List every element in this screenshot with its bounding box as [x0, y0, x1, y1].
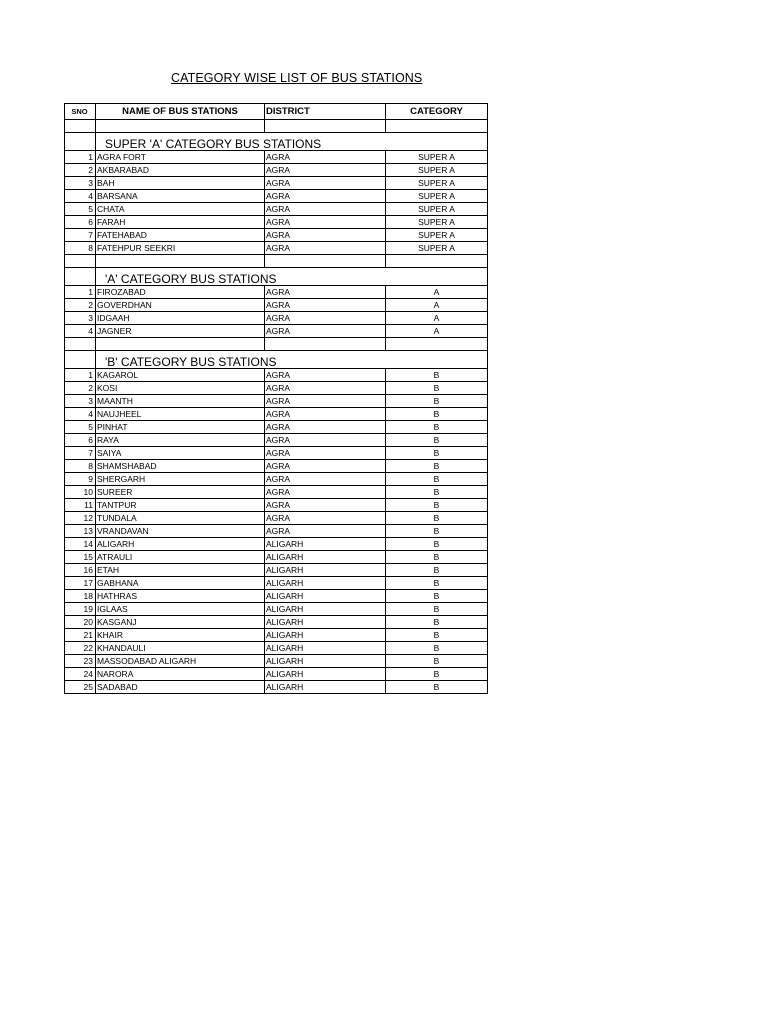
row-district: ALIGARH: [265, 655, 386, 668]
row-category: B: [386, 564, 488, 577]
row-sno: 2: [65, 382, 96, 395]
row-station-name: IGLAAS: [96, 603, 265, 616]
header-name: NAME OF BUS STATIONS: [96, 104, 265, 120]
row-station-name: FARAH: [96, 216, 265, 229]
table-body: [65, 104, 488, 694]
row-district: AGRA: [265, 512, 386, 525]
table-row: [65, 668, 488, 681]
table-row: [65, 655, 488, 668]
empty-cell: [96, 338, 265, 351]
row-district: AGRA: [265, 525, 386, 538]
row-district: AGRA: [265, 382, 386, 395]
table-row: [65, 603, 488, 616]
empty-cell: [65, 133, 96, 151]
row-district: AGRA: [265, 408, 386, 421]
row-category: B: [386, 382, 488, 395]
row-station-name: NARORA: [96, 668, 265, 681]
row-category: B: [386, 668, 488, 681]
row-district: ALIGARH: [265, 577, 386, 590]
row-category: B: [386, 525, 488, 538]
row-station-name: MASSODABAD ALIGARH: [96, 655, 265, 668]
row-category: A: [386, 299, 488, 312]
row-category: B: [386, 551, 488, 564]
row-station-name: SAIYA: [96, 447, 265, 460]
row-category: B: [386, 460, 488, 473]
empty-cell: [265, 338, 386, 351]
row-sno: 9: [65, 473, 96, 486]
empty-cell: [65, 268, 96, 286]
row-sno: 11: [65, 499, 96, 512]
table-row: [65, 486, 488, 499]
row-station-name: FIROZABAD: [96, 286, 265, 299]
row-station-name: CHATA: [96, 203, 265, 216]
row-station-name: FATEHABAD: [96, 229, 265, 242]
row-district: AGRA: [265, 190, 386, 203]
row-station-name: TUNDALA: [96, 512, 265, 525]
row-sno: 10: [65, 486, 96, 499]
row-district: ALIGARH: [265, 551, 386, 564]
blank-row: [65, 120, 488, 133]
row-station-name: ETAH: [96, 564, 265, 577]
row-sno: 2: [65, 299, 96, 312]
row-sno: 5: [65, 203, 96, 216]
row-sno: 12: [65, 512, 96, 525]
row-category: B: [386, 616, 488, 629]
header-sno: SNO: [65, 104, 96, 120]
row-district: ALIGARH: [265, 642, 386, 655]
table-row: [65, 590, 488, 603]
empty-cell: [265, 120, 386, 133]
row-sno: 17: [65, 577, 96, 590]
row-sno: 4: [65, 408, 96, 421]
empty-cell: [386, 338, 488, 351]
row-district: AGRA: [265, 460, 386, 473]
row-sno: 4: [65, 325, 96, 338]
row-district: AGRA: [265, 421, 386, 434]
row-station-name: BAH: [96, 177, 265, 190]
empty-cell: [386, 120, 488, 133]
row-district: ALIGARH: [265, 668, 386, 681]
empty-cell: [65, 255, 96, 268]
table-row: [65, 369, 488, 382]
row-station-name: KHANDAULI: [96, 642, 265, 655]
section-title: SUPER 'A' CATEGORY BUS STATIONS: [96, 133, 488, 151]
table-row: [65, 312, 488, 325]
section-title-row: [65, 268, 488, 286]
row-station-name: SADABAD: [96, 681, 265, 694]
row-station-name: GABHANA: [96, 577, 265, 590]
header-district: DISTRICT: [265, 104, 386, 120]
table-row: [65, 538, 488, 551]
row-station-name: MAANTH: [96, 395, 265, 408]
row-district: AGRA: [265, 299, 386, 312]
row-sno: 8: [65, 460, 96, 473]
row-category: B: [386, 642, 488, 655]
blank-row: [65, 338, 488, 351]
section-title-row: [65, 351, 488, 369]
row-station-name: AKBARABAD: [96, 164, 265, 177]
row-station-name: GOVERDHAN: [96, 299, 265, 312]
table-row: [65, 325, 488, 338]
row-category: B: [386, 590, 488, 603]
row-station-name: NAUJHEEL: [96, 408, 265, 421]
row-sno: 1: [65, 286, 96, 299]
row-sno: 25: [65, 681, 96, 694]
row-station-name: FATEHPUR SEEKRI: [96, 242, 265, 255]
row-category: B: [386, 538, 488, 551]
row-sno: 7: [65, 229, 96, 242]
table-row: [65, 299, 488, 312]
row-station-name: SHERGARH: [96, 473, 265, 486]
row-category: SUPER A: [386, 190, 488, 203]
table-row: [65, 286, 488, 299]
row-district: AGRA: [265, 325, 386, 338]
row-category: B: [386, 512, 488, 525]
row-sno: 24: [65, 668, 96, 681]
table-row: [65, 242, 488, 255]
empty-cell: [265, 255, 386, 268]
table-row: [65, 616, 488, 629]
table-row: [65, 473, 488, 486]
row-category: B: [386, 447, 488, 460]
row-station-name: SHAMSHABAD: [96, 460, 265, 473]
row-sno: 18: [65, 590, 96, 603]
row-district: AGRA: [265, 242, 386, 255]
table-row: [65, 499, 488, 512]
row-station-name: KAGAROL: [96, 369, 265, 382]
table-row: [65, 382, 488, 395]
row-district: AGRA: [265, 486, 386, 499]
row-category: B: [386, 434, 488, 447]
table-row: [65, 512, 488, 525]
row-sno: 1: [65, 151, 96, 164]
table-row: [65, 629, 488, 642]
row-district: ALIGARH: [265, 616, 386, 629]
row-category: B: [386, 369, 488, 382]
row-sno: 14: [65, 538, 96, 551]
row-station-name: ATRAULI: [96, 551, 265, 564]
row-category: A: [386, 312, 488, 325]
row-station-name: RAYA: [96, 434, 265, 447]
row-sno: 13: [65, 525, 96, 538]
row-category: B: [386, 629, 488, 642]
table-row: [65, 229, 488, 242]
row-district: ALIGARH: [265, 681, 386, 694]
row-station-name: IDGAAH: [96, 312, 265, 325]
row-district: AGRA: [265, 473, 386, 486]
row-station-name: KHAIR: [96, 629, 265, 642]
row-station-name: PINHAT: [96, 421, 265, 434]
empty-cell: [386, 255, 488, 268]
row-district: AGRA: [265, 434, 386, 447]
row-sno: 3: [65, 312, 96, 325]
table-row: [65, 203, 488, 216]
table-row: [65, 525, 488, 538]
table-row: [65, 564, 488, 577]
row-sno: 6: [65, 434, 96, 447]
row-district: AGRA: [265, 447, 386, 460]
table-row: [65, 408, 488, 421]
row-sno: 23: [65, 655, 96, 668]
row-district: AGRA: [265, 164, 386, 177]
row-district: AGRA: [265, 177, 386, 190]
row-sno: 8: [65, 242, 96, 255]
row-station-name: BARSANA: [96, 190, 265, 203]
row-category: B: [386, 408, 488, 421]
row-category: SUPER A: [386, 229, 488, 242]
table-row: [65, 681, 488, 694]
table-row: [65, 551, 488, 564]
row-category: SUPER A: [386, 151, 488, 164]
row-district: AGRA: [265, 151, 386, 164]
table-row: [65, 642, 488, 655]
row-category: B: [386, 473, 488, 486]
row-station-name: HATHRAS: [96, 590, 265, 603]
row-station-name: SUREER: [96, 486, 265, 499]
row-category: B: [386, 395, 488, 408]
row-category: SUPER A: [386, 177, 488, 190]
row-district: AGRA: [265, 216, 386, 229]
table-row: [65, 164, 488, 177]
table-row: [65, 421, 488, 434]
row-district: AGRA: [265, 499, 386, 512]
table-row: [65, 434, 488, 447]
row-category: A: [386, 286, 488, 299]
table-row: [65, 577, 488, 590]
table-row: [65, 216, 488, 229]
row-category: A: [386, 325, 488, 338]
row-station-name: ALIGARH: [96, 538, 265, 551]
empty-cell: [65, 351, 96, 369]
empty-cell: [96, 255, 265, 268]
row-category: SUPER A: [386, 203, 488, 216]
table-row: [65, 447, 488, 460]
header-category: CATEGORY: [386, 104, 488, 120]
row-category: B: [386, 421, 488, 434]
table-row: [65, 177, 488, 190]
empty-cell: [96, 120, 265, 133]
row-sno: 20: [65, 616, 96, 629]
row-sno: 2: [65, 164, 96, 177]
row-category: B: [386, 577, 488, 590]
section-title-row: [65, 133, 488, 151]
row-station-name: KOSI: [96, 382, 265, 395]
row-district: ALIGARH: [265, 564, 386, 577]
row-category: SUPER A: [386, 216, 488, 229]
row-sno: 19: [65, 603, 96, 616]
row-district: AGRA: [265, 286, 386, 299]
row-category: B: [386, 655, 488, 668]
row-sno: 22: [65, 642, 96, 655]
section-title: 'B' CATEGORY BUS STATIONS: [96, 351, 488, 369]
table-row: [65, 190, 488, 203]
row-district: AGRA: [265, 395, 386, 408]
document-title: CATEGORY WISE LIST OF BUS STATIONS: [171, 71, 423, 85]
row-district: AGRA: [265, 229, 386, 242]
row-station-name: KASGANJ: [96, 616, 265, 629]
row-category: B: [386, 681, 488, 694]
row-category: SUPER A: [386, 242, 488, 255]
row-sno: 15: [65, 551, 96, 564]
empty-cell: [65, 120, 96, 133]
table-row: [65, 151, 488, 164]
row-sno: 16: [65, 564, 96, 577]
row-station-name: AGRA FORT: [96, 151, 265, 164]
row-sno: 1: [65, 369, 96, 382]
table-row: [65, 460, 488, 473]
row-sno: 5: [65, 421, 96, 434]
row-sno: 21: [65, 629, 96, 642]
row-station-name: JAGNER: [96, 325, 265, 338]
row-district: AGRA: [265, 312, 386, 325]
row-district: ALIGARH: [265, 603, 386, 616]
bus-stations-table: [64, 103, 488, 694]
row-category: B: [386, 499, 488, 512]
row-sno: 7: [65, 447, 96, 460]
row-sno: 4: [65, 190, 96, 203]
row-district: ALIGARH: [265, 538, 386, 551]
row-district: ALIGARH: [265, 629, 386, 642]
row-sno: 3: [65, 177, 96, 190]
row-district: ALIGARH: [265, 590, 386, 603]
blank-row: [65, 255, 488, 268]
row-category: SUPER A: [386, 164, 488, 177]
row-district: AGRA: [265, 369, 386, 382]
row-district: AGRA: [265, 203, 386, 216]
header-row: [65, 104, 488, 120]
row-category: B: [386, 603, 488, 616]
row-station-name: VRANDAVAN: [96, 525, 265, 538]
section-title: 'A' CATEGORY BUS STATIONS: [96, 268, 488, 286]
empty-cell: [65, 338, 96, 351]
row-sno: 3: [65, 395, 96, 408]
table-row: [65, 395, 488, 408]
row-category: B: [386, 486, 488, 499]
row-station-name: TANTPUR: [96, 499, 265, 512]
row-sno: 6: [65, 216, 96, 229]
